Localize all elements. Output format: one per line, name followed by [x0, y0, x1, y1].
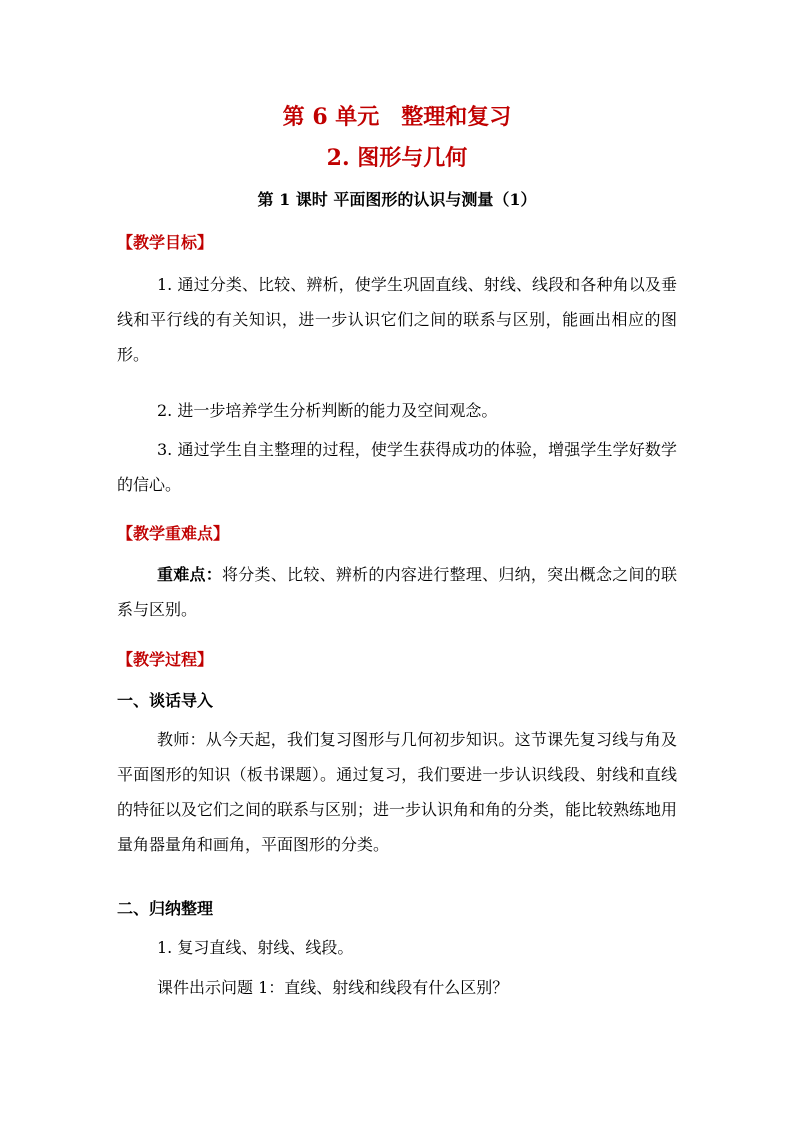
objective-item-1: 1. 通过分类、比较、辨析，使学生巩固直线、射线、线段和各种角以及垂线和平行线的有关知识，进一步认识它们之间的联系与区别，能画出相应的图形。	[117, 275, 677, 364]
lesson-title: 第 1 课时 平面图形的认识与测量（1）	[257, 190, 537, 209]
sub-title: 2. 图形与几何	[326, 145, 468, 171]
key-points-paragraph	[117, 557, 677, 627]
part2-item-2: 课件出示问题 1：直线、射线和线段有什么区别？	[157, 978, 509, 997]
part2-item-1: 1. 复习直线、射线、线段。	[157, 938, 354, 957]
objective-item-3: 3. 通过学生自主整理的过程，使学生获得成功的体验，增强学生学好数学的信心。	[117, 440, 677, 494]
objectives-heading: 【教学目标】	[117, 233, 214, 252]
part2-heading: 二、归纳整理	[117, 899, 214, 918]
key-points-text: 将分类、比较、辨析的内容进行整理、归纳，突出概念之间的联系与区别。	[117, 565, 677, 619]
objective-item-2: 2. 进一步培养学生分析判断的能力及空间观念。	[157, 401, 498, 420]
unit-title: 第 6 单元 整理和复习	[282, 104, 512, 130]
part1-paragraph: 教师：从今天起，我们复习图形与几何初步知识。这节课先复习线与角及平面图形的知识（板书课题）。通过复习，我们要进一步认识线段、射线和直线的特征以及它们之间的联系与区别；进一步认识角和角的分类，能比较熟练地用量角器量角和画角，平面图形的分类。	[117, 730, 678, 854]
key-points-heading: 【教学重难点】	[117, 524, 230, 543]
part1-heading: 一、谈话导入	[117, 691, 214, 710]
key-points-label: 重难点：	[157, 565, 223, 584]
process-heading: 【教学过程】	[117, 650, 214, 669]
